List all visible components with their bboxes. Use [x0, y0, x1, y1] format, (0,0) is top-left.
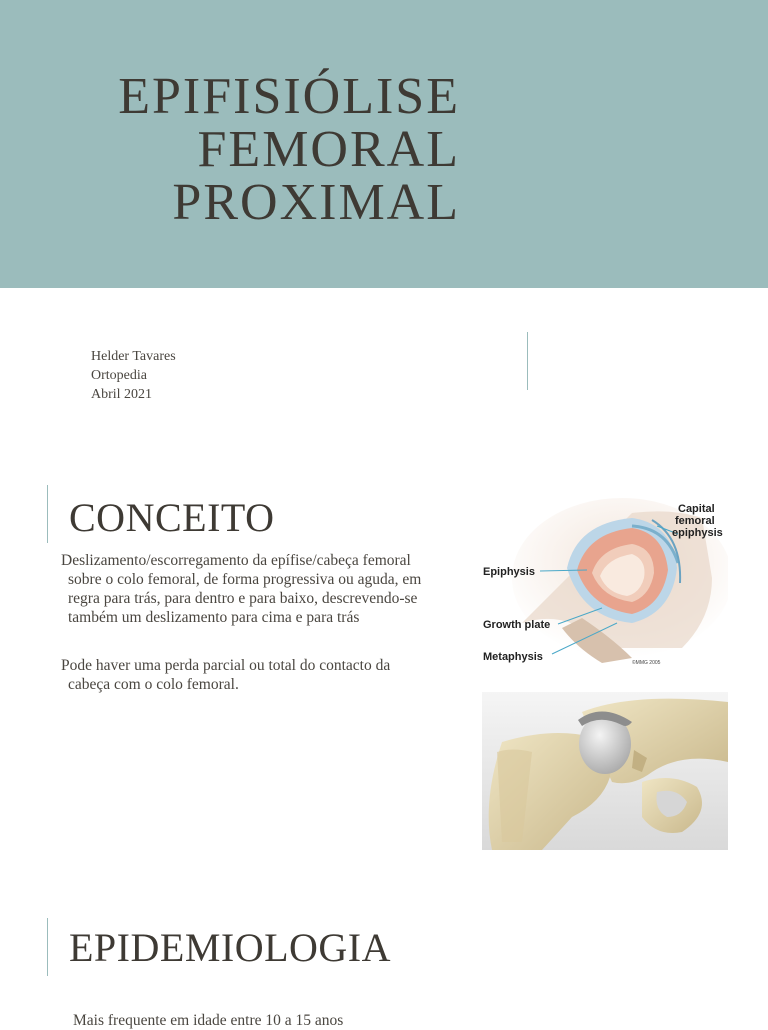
diagram-copyright: ©MMG 2005	[632, 660, 661, 666]
divider-line	[527, 332, 528, 390]
label-epiphysis: Epiphysis	[483, 566, 535, 578]
conceito-paragraph-2: Pode haver uma perda parcial ou total do contacto da cabeça com o colo femoral.	[61, 657, 391, 693]
title-line-1: EPIFISIÓLISE	[118, 68, 460, 125]
conceito-paragraph-1: Deslizamento/escorregamento da epífise/cabeça femoral sobre o colo femoral, de forma progressiva ou aguda, em regra para trás, para dentro e para baixo, descrevendo-se também um deslizamento para cima e para trás	[61, 552, 422, 626]
page-title	[100, 70, 460, 229]
section-heading-epidemiologia: EPIDEMIOLOGIA	[69, 925, 392, 970]
author-department: Ortopedia	[91, 368, 147, 383]
author-block	[91, 347, 176, 404]
label-capital-1: Capital	[678, 503, 715, 515]
label-capital-2: femoral	[675, 515, 715, 527]
section-accent-line-2	[47, 918, 48, 976]
label-metaphysis: Metaphysis	[483, 651, 543, 663]
hip-joint-render	[482, 692, 728, 850]
section-accent-line	[47, 485, 48, 543]
label-growth-plate: Growth plate	[483, 619, 551, 631]
title-line-2: FEMORAL	[197, 121, 460, 178]
author-date: Abril 2021	[91, 387, 153, 402]
label-capital-3: epiphysis	[672, 527, 723, 539]
slipped-epiphysis-diagram	[482, 498, 728, 675]
author-name: Helder Tavares	[91, 349, 176, 364]
section-heading-conceito: CONCEITO	[69, 495, 275, 540]
title-line-3: PROXIMAL	[172, 174, 460, 231]
epidemiologia-first-line: Mais frequente em idade entre 10 a 15 anos	[73, 1012, 344, 1029]
